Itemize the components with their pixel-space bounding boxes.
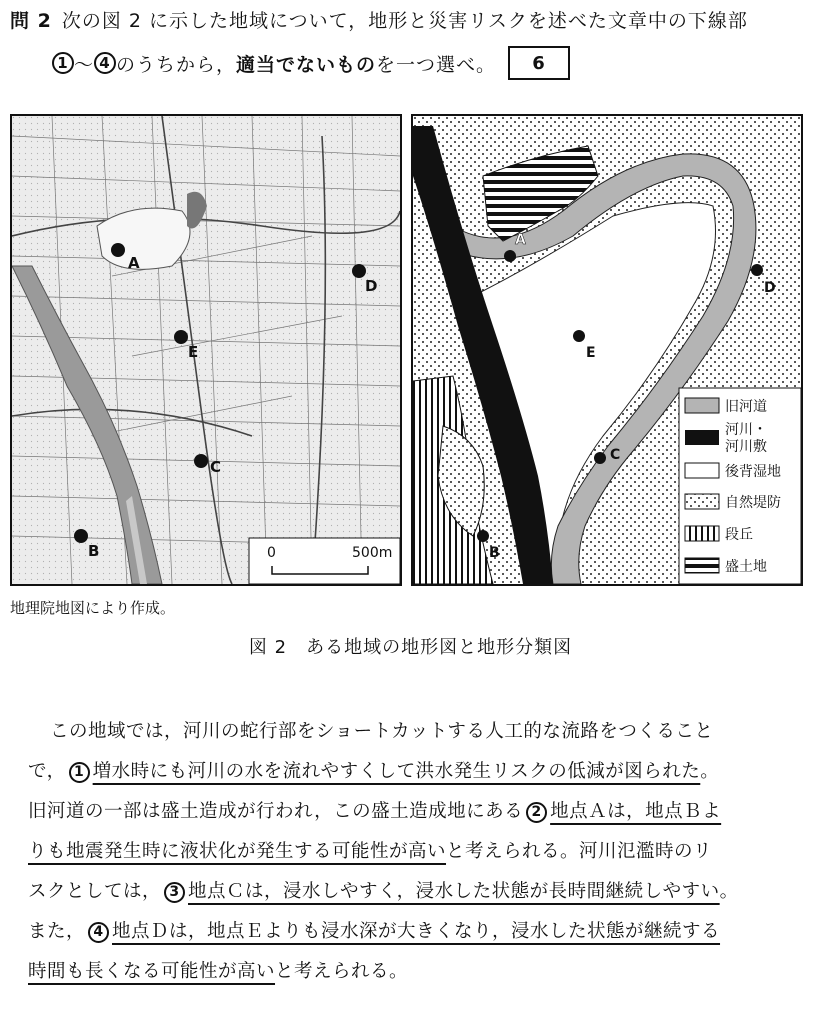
passage-text: スクとしては， (28, 881, 162, 902)
passage (28, 716, 813, 996)
passage-text: 。 (719, 881, 739, 902)
legend-swatch-river (685, 430, 719, 445)
passage-line-6 (28, 916, 813, 956)
topographic-map (10, 114, 402, 586)
question-stem-line1 (10, 6, 748, 33)
stem-text-b: を一つ選べ。 (376, 53, 497, 76)
land-point-d (751, 264, 763, 276)
underline-3: 地点Ｃは，浸水しやすく，浸水した状態が長時間継続しやすい (188, 881, 720, 902)
tilde: 〜 (74, 53, 95, 76)
legend-label-backmarsh: 後背湿地 (725, 464, 781, 480)
land-label-e: E (586, 345, 596, 361)
question-stem-line2 (52, 46, 570, 80)
legend-label-levee: 自然堤防 (725, 495, 781, 511)
scale-bar (249, 538, 400, 584)
circled-number-3: 3 (164, 882, 185, 903)
stem-text-bold: 適当でないもの (236, 53, 377, 76)
land-point-a (504, 250, 516, 262)
legend-swatch-fill (685, 558, 719, 573)
passage-line-4 (28, 836, 813, 876)
land-point-c (594, 452, 606, 464)
landform-map-svg (413, 116, 801, 584)
land-label-b: B (489, 545, 500, 561)
underline-4a: 地点Ｄは，地点Ｅよりも浸水深が大きくなり，浸水した状態が継続する (112, 921, 721, 942)
land-point-e (573, 330, 585, 342)
scale-zero: 0 (267, 545, 276, 561)
underline-4b: 時間も長くなる可能性が高い (28, 961, 276, 982)
passage-text: また， (28, 921, 86, 942)
circled-number-end: 4 (94, 52, 116, 74)
topographic-map-svg (12, 116, 400, 584)
landform-map (411, 114, 803, 586)
topo-point-a (111, 243, 125, 257)
topo-label-a: A (128, 254, 140, 272)
pond (97, 208, 190, 269)
legend-label-river-1: 河川・ (725, 422, 767, 438)
answer-box[interactable]: 6 (508, 46, 570, 80)
scale-end: 500m (352, 545, 393, 561)
land-label-c: C (610, 447, 621, 463)
circled-number-2: 2 (526, 802, 547, 823)
figure-source: 地理院地図により作成。 (10, 599, 176, 617)
underline-2b: りも地震発生時に液状化が発生する可能性が高い (28, 841, 447, 862)
legend-swatch-terrace (685, 526, 719, 541)
passage-text: 旧河道の一部は盛土造成が行われ，この盛土造成地にある (28, 801, 524, 822)
question-stem-text: 次の図 2 に示した地域について，地形と災害リスクを述べた文章中の下線部 (61, 10, 748, 32)
topo-label-b: B (88, 542, 100, 560)
passage-text: 。 (700, 761, 720, 782)
passage-line-1 (28, 716, 813, 756)
legend-swatch-levee (685, 494, 719, 509)
topo-point-c (194, 454, 208, 468)
legend (679, 388, 801, 584)
topo-label-e: E (188, 343, 199, 361)
question-number: 問 2 (10, 10, 52, 32)
legend-label-river-2: 河川敷 (725, 439, 767, 455)
topo-point-b (74, 529, 88, 543)
passage-text: と考えられる。 (275, 961, 409, 982)
topo-label-d: D (365, 277, 378, 295)
legend-swatch-backmarsh (685, 463, 719, 478)
land-label-a: A (515, 232, 526, 248)
circled-number-4: 4 (88, 922, 109, 943)
figure-caption: 図 2 ある地域の地形図と地形分類図 (248, 637, 573, 658)
passage-line-7 (28, 956, 813, 996)
legend-label-old-channel: 旧河道 (725, 399, 767, 415)
passage-line-5 (28, 876, 813, 916)
passage-line-3 (28, 796, 813, 836)
legend-label-terrace: 段丘 (725, 527, 753, 543)
topo-point-e (174, 330, 188, 344)
legend-swatch-old-channel (685, 398, 719, 413)
underline-2a: 地点Ａは，地点Ｂよ (550, 801, 722, 822)
legend-label-fill: 盛土地 (725, 559, 767, 575)
land-label-d: D (764, 280, 776, 296)
topo-point-d (352, 264, 366, 278)
underline-1: 増水時にも河川の水を流れやすくして洪水発生リスクの低減が図られた (92, 761, 701, 782)
topo-label-c: C (210, 458, 222, 476)
circled-number-start: 1 (52, 52, 74, 74)
passage-line-2 (28, 756, 813, 796)
land-point-b (477, 530, 489, 542)
passage-text: と考えられる。河川氾濫時のリ (446, 841, 713, 862)
passage-text: この地域では，河川の蛇行部をショートカットする人工的な流路をつくること (50, 721, 714, 742)
stem-text-a: のうちから， (116, 53, 237, 76)
passage-text: で， (28, 761, 66, 782)
circled-number-1: 1 (69, 762, 90, 783)
